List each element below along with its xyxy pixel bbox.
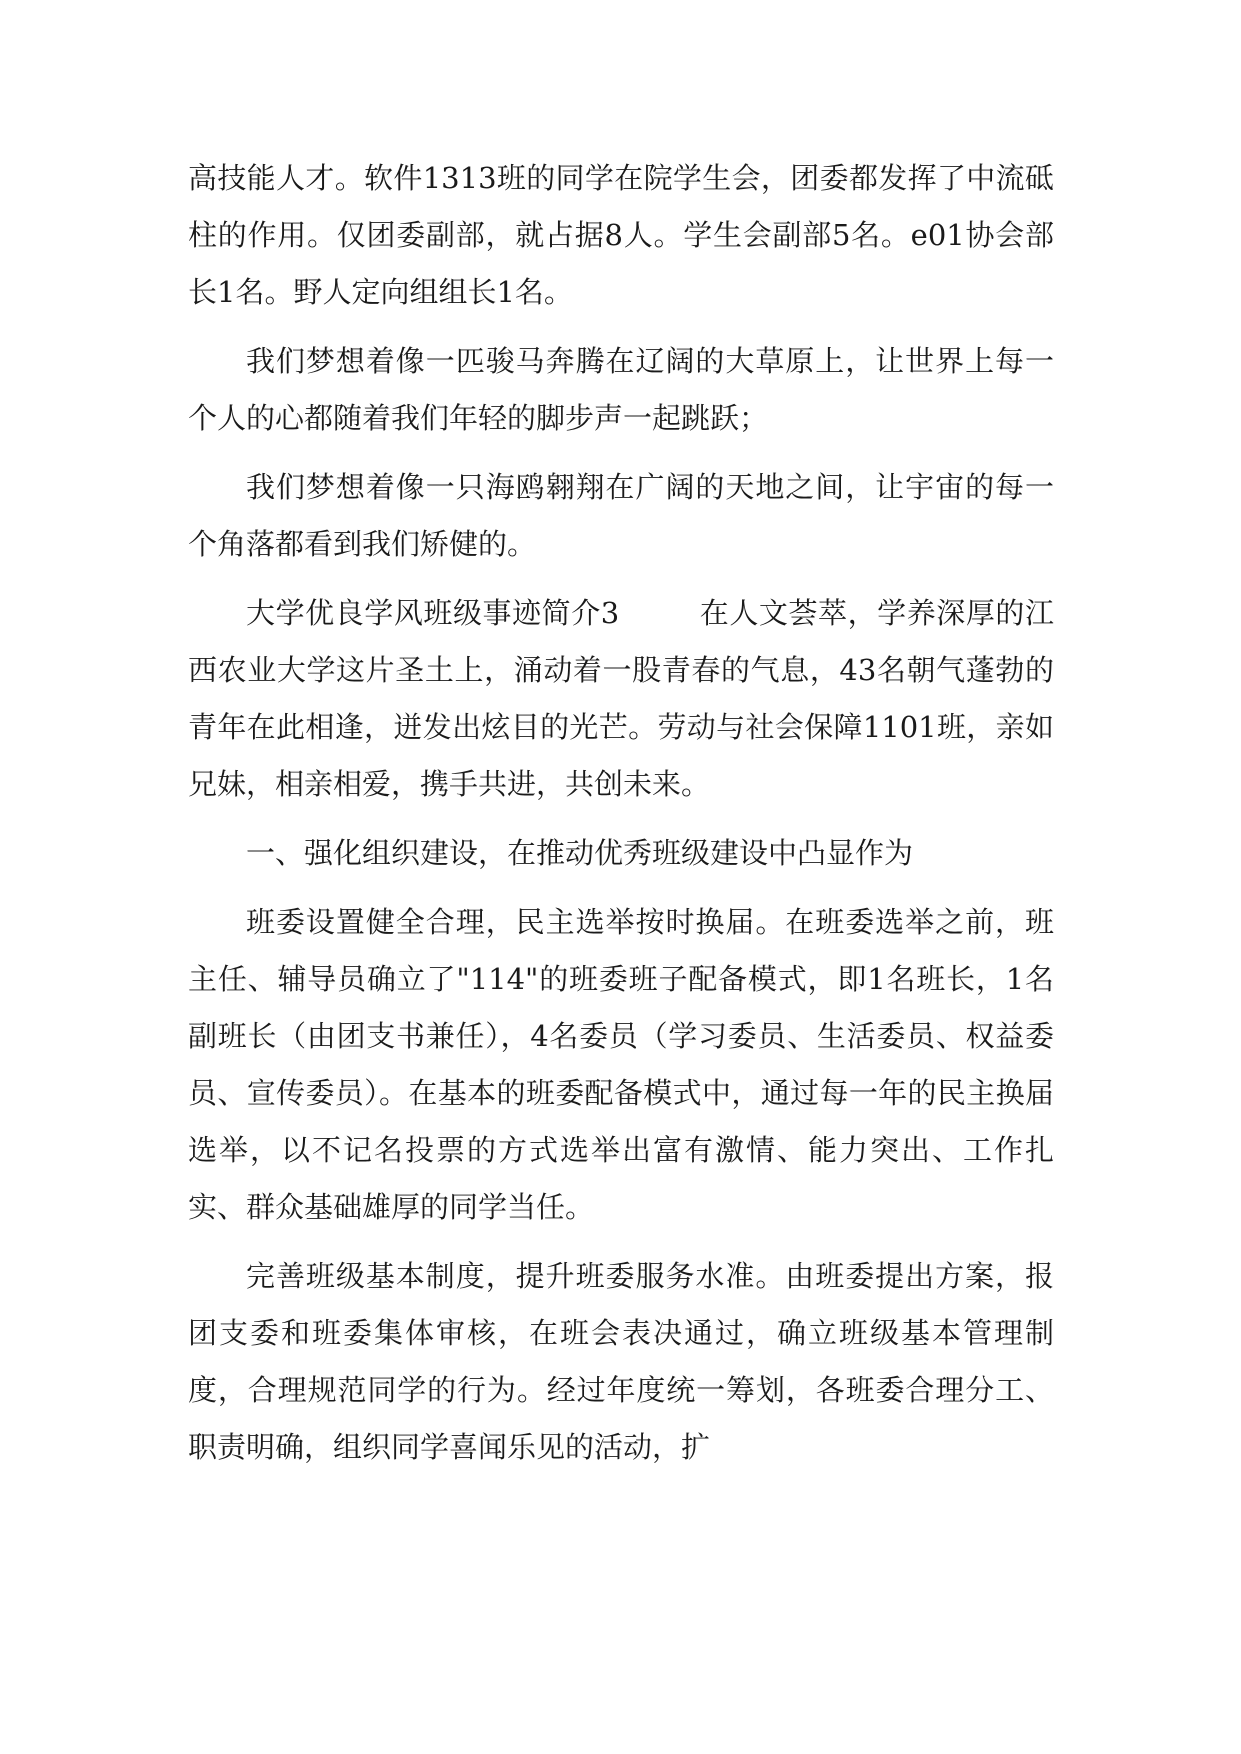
paragraph-3: 我们梦想着像一只海鸥翱翔在广阔的天地之间，让宇宙的每一个角落都看到我们矫健的。 xyxy=(188,470,1054,561)
section-intro: 在人文荟萃，学养深厚的江西农业大学这片圣土上，涌动着一股青春的气息，43名朝气蓬勃的青年在此相逢，迸发出炫目的光芒。劳动与社会保障1101班，亲如兄妹，相亲相爱，携手共进，共创未来。 xyxy=(188,596,1054,801)
paragraph-4 xyxy=(188,585,1054,813)
section-title: 大学优良学风班级事迹简介3 xyxy=(246,596,620,630)
paragraph-1: 高技能人才。软件1313班的同学在院学生会，团委都发挥了中流砥柱的作用。仅团委副部，就占据8人。学生会副部5名。e01协会部长1名。野人定向组组长1名。 xyxy=(188,161,1054,309)
heading-1: 一、强化组织建设，在推动优秀班级建设中凸显作为 xyxy=(246,836,914,870)
paragraph-2: 我们梦想着像一匹骏马奔腾在辽阔的大草原上，让世界上每一个人的心都随着我们年轻的脚步声一起跳跃； xyxy=(188,344,1054,435)
paragraph-6: 完善班级基本制度，提升班委服务水准。由班委提出方案，报团支委和班委集体审核，在班会表决通过，确立班级基本管理制度，合理规范同学的行为。经过年度统一筹划，各班委合理分工、职责明确，组织同学喜闻乐见的活动，扩 xyxy=(188,1259,1054,1464)
document-page xyxy=(188,150,1054,1488)
paragraph-5: 班委设置健全合理，民主选举按时换届。在班委选举之前，班主任、辅导员确立了"114"的班委班子配备模式，即1名班长，1名副班长（由团支书兼任），4名委员（学习委员、生活委员、权益委员、宣传委员）。在基本的班委配备模式中，通过每一年的民主换届选举，以不记名投票的方式选举出富有激情、能力突出、工作扎实、群众基础雄厚的同学当任。 xyxy=(188,905,1054,1224)
